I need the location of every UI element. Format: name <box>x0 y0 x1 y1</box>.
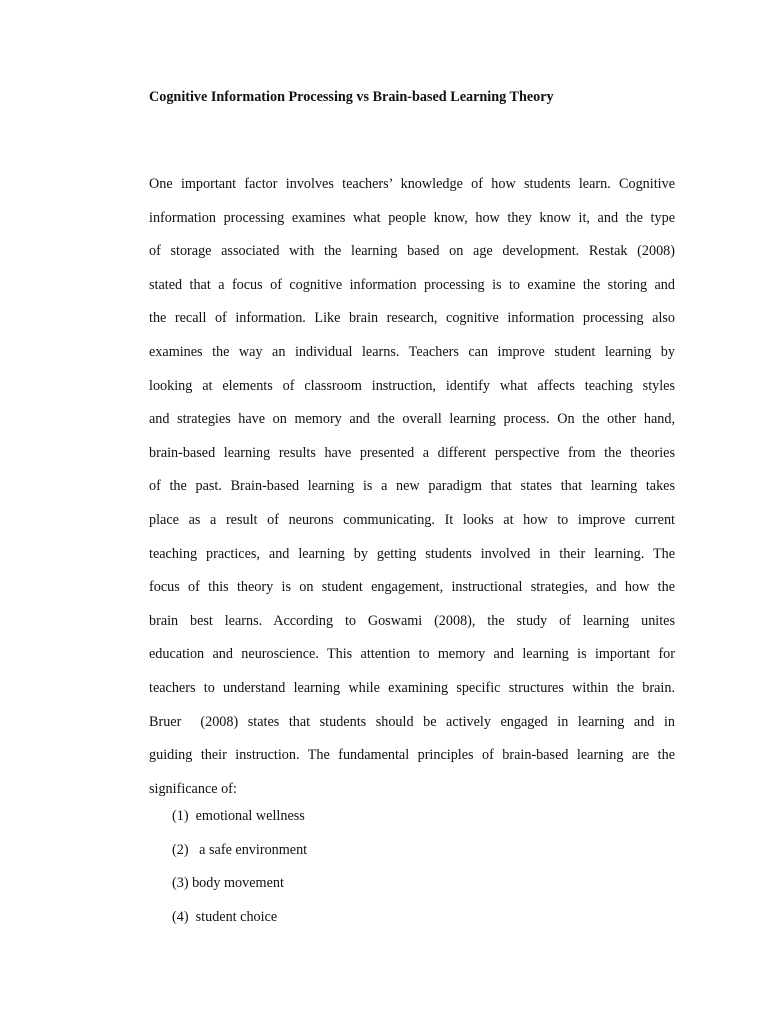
paragraph-line: information processing examines what people know, how they know it, and the type <box>149 209 675 226</box>
body-paragraph <box>149 168 675 806</box>
paragraph-line: teaching practices, and learning by getting students involved in their learning. The <box>149 545 675 562</box>
paragraph-line: of the past. Brain-based learning is a new paradigm that states that learning takes <box>149 478 675 495</box>
list-item: (3) body movement <box>172 875 284 892</box>
paragraph-line: examines the way an individual learns. Teachers can improve student learning by <box>149 343 675 360</box>
document-title: Cognitive Information Processing vs Brain-based Learning Theory <box>149 89 554 105</box>
paragraph-line: brain-based learning results have presented a different perspective from the theories <box>149 444 675 461</box>
paragraph-line: education and neuroscience. This attention to memory and learning is important for <box>149 646 675 663</box>
list-item: (4) student choice <box>172 908 278 925</box>
paragraph-line: stated that a focus of cognitive information processing is to examine the storing and <box>149 276 675 293</box>
paragraph-line: teachers to understand learning while examining specific structures within the brain. <box>149 679 675 696</box>
list-item: (1) emotional wellness <box>172 808 305 824</box>
paragraph-line: the recall of information. Like brain research, cognitive information processing also <box>149 310 675 327</box>
paragraph-line: Bruer (2008) states that students should be actively engaged in learning and in <box>149 713 675 730</box>
paragraph-line: and strategies have on memory and the overall learning process. On the other hand, <box>149 411 675 428</box>
paragraph-line: place as a result of neurons communicating. It looks at how to improve current <box>149 511 675 528</box>
paragraph-line: focus of this theory is on student engagement, instructional strategies, and how the <box>149 579 675 596</box>
paragraph-line: One important factor involves teachers’ knowledge of how students learn. Cognitive <box>149 176 675 192</box>
paragraph-line: looking at elements of classroom instruction, identify what affects teaching styles <box>149 377 675 394</box>
paragraph-line: brain best learns. According to Goswami (2008), the study of learning unites <box>149 612 675 629</box>
principles-list <box>172 800 307 934</box>
list-item: (2) a safe environment <box>172 841 308 858</box>
paragraph-line: guiding their instruction. The fundamental principles of brain-based learning are the <box>149 747 675 764</box>
paragraph-line: of storage associated with the learning based on age development. Restak (2008) <box>149 243 675 260</box>
paragraph-line: significance of: <box>149 780 237 797</box>
